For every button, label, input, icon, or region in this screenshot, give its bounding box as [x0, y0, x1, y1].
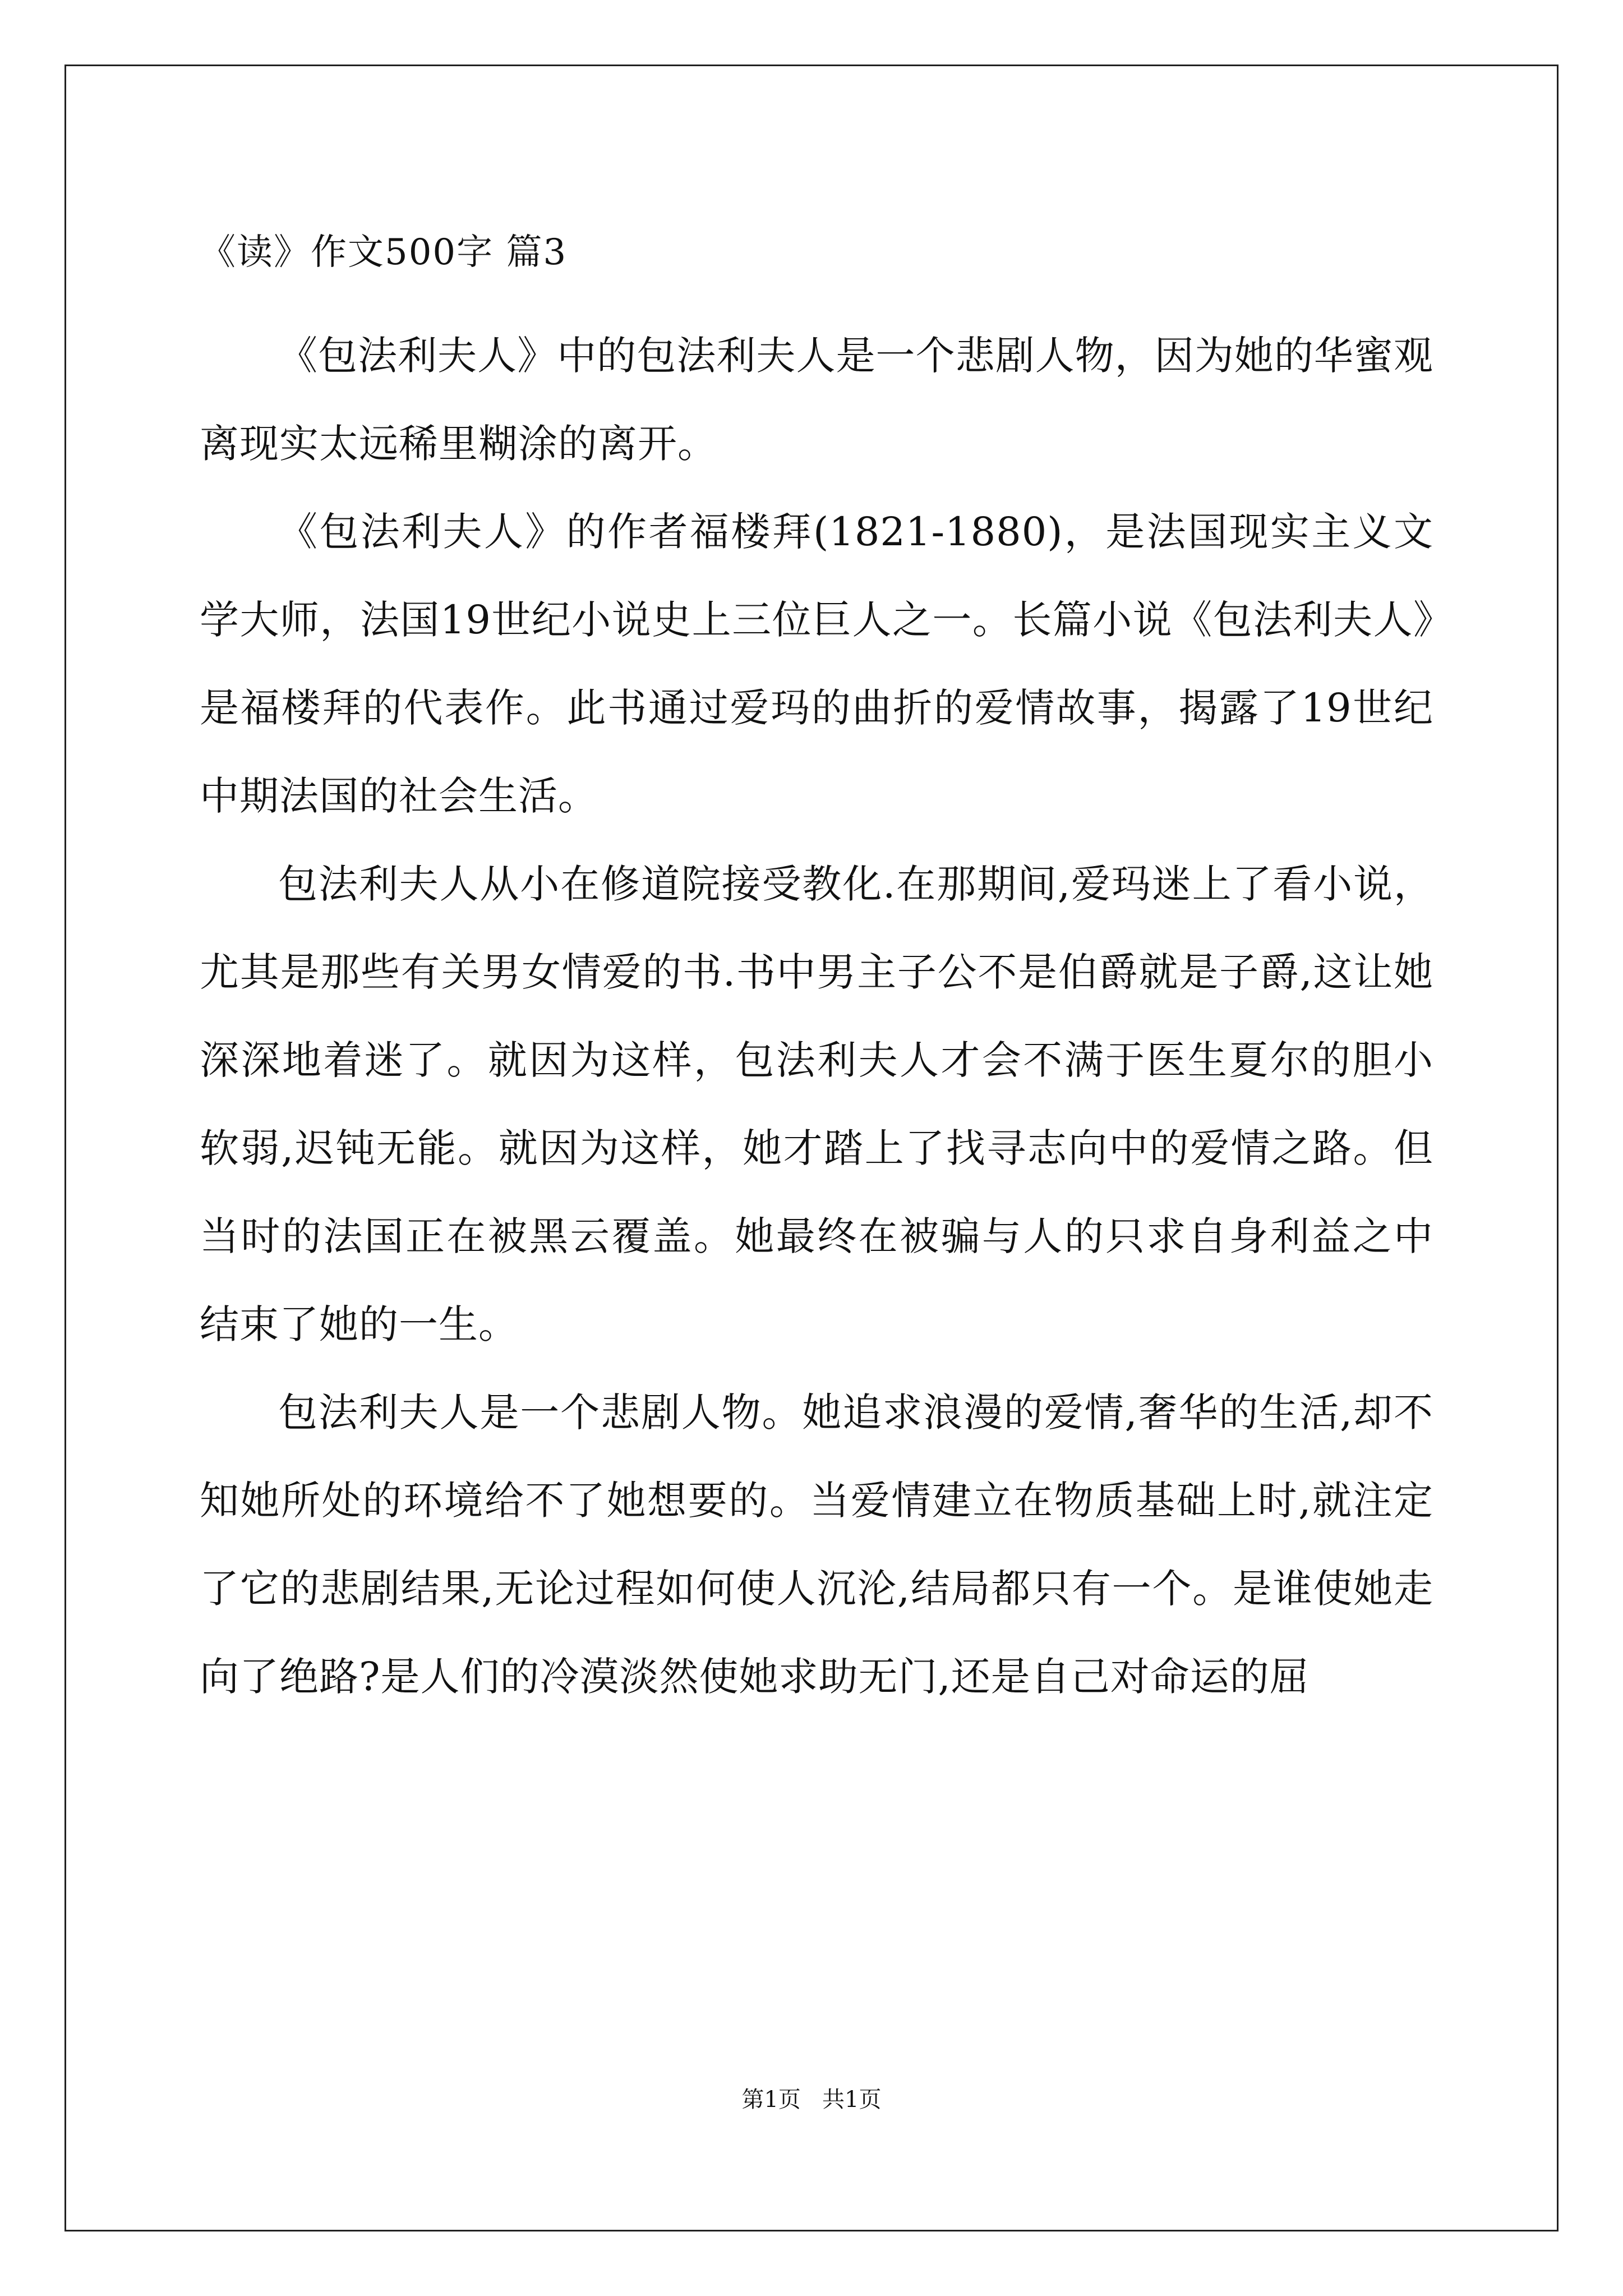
- paragraph-3: 包法利夫人从小在修道院接受教化.在那期间,爱玛迷上了看小说，尤其是那些有关男女情爱的书.书中男主子公不是伯爵就是子爵,这让她深深地着迷了。就因为这样，包法利夫人才会不满于医生夏尔的胆小软弱,迟钝无能。就因为这样，她才踏上了找寻志向中的爱情之路。但当时的法国正在被黑云覆盖。她最终在被骗与人的只求自身利益之中结束了她的一生。: [200, 861, 1433, 1347]
- paragraph-1: 《包法利夫人》中的包法利夫人是一个悲剧人物，因为她的华蜜观离现实太远稀里糊涂的离开。: [200, 333, 1433, 467]
- paragraph-4: 包法利夫人是一个悲剧人物。她追求浪漫的爱情,奢华的生活,却不知她所处的环境给不了她想要的。当爱情建立在物质基础上时,就注定了它的悲剧结果,无论过程如何使人沉沦,结局都只有一个。是谁使她走向了绝路?是人们的冷漠淡然使她求助无门,还是自己对命运的屈: [200, 1389, 1433, 1700]
- document-body: [200, 224, 1433, 1721]
- page-number-footer: 第1页 共1页: [741, 2087, 882, 2113]
- document-title: 《读》作文500字 篇3: [200, 232, 568, 273]
- paragraph-2: 《包法利夫人》的作者福楼拜(1821-1880)，是法国现实主义文学大师，法国19世纪小说史上三位巨人之一。长篇小说《包法利夫人》是福楼拜的代表作。此书通过爱玛的曲折的爱情故事，揭露了19世纪中期法国的社会生活。: [200, 509, 1433, 819]
